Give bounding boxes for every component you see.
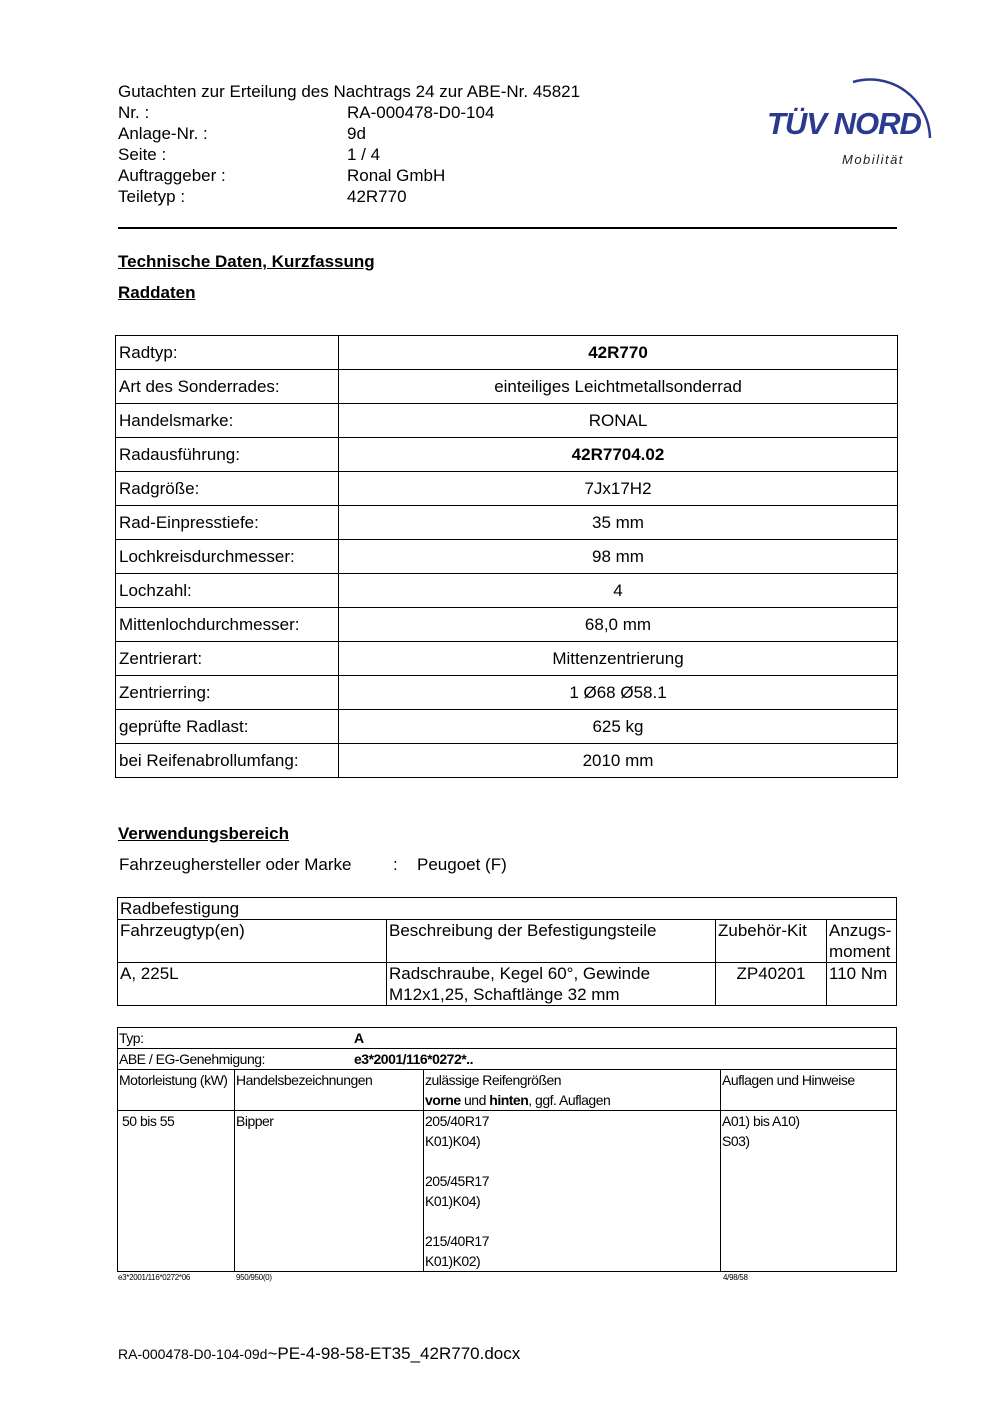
typ-data-row [118, 1111, 897, 1272]
reifen-codes: K01)K04) [425, 1193, 481, 1209]
raddaten-label: Lochkreisdurchmesser: [116, 540, 339, 574]
footer-prefix: RA-000478-D0-104-09d [118, 1346, 268, 1362]
raddaten-value: einteiliges Leichtmetallsonderrad [339, 370, 898, 404]
logo-text: TÜV NORD [767, 106, 921, 141]
befestigung-header: Beschreibung der Befestigungsteile [387, 920, 716, 963]
befestigung-kit: ZP40201 [716, 963, 827, 1006]
raddaten-row [116, 472, 898, 506]
befestigung-title-row [118, 898, 897, 920]
raddaten-row [116, 370, 898, 404]
verwendung-title: Verwendungsbereich [118, 824, 289, 843]
raddaten-value: Mittenzentrierung [339, 642, 898, 676]
hersteller-value: Peugoet (F) [417, 855, 507, 874]
raddaten-row [116, 438, 898, 472]
tuv-nord-logo [765, 58, 945, 173]
raddaten-row [116, 336, 898, 370]
handel-value: Bipper [235, 1111, 424, 1272]
befestigung-beschreibung: Radschraube, Kegel 60°, Gewinde M12x1,25, Schaftlänge 32 mm [387, 963, 716, 1006]
leistung-value: 50 bis 55 [118, 1111, 235, 1272]
header-label: Auftraggeber : [118, 166, 226, 185]
handel-header: Handelsbezeichnungen [235, 1070, 424, 1111]
raddaten-value: 625 kg [339, 710, 898, 744]
header-row [118, 144, 638, 165]
abe-label: ABE / EG-Genehmigung: [119, 1051, 265, 1067]
raddaten-label: geprüfte Radlast: [116, 710, 339, 744]
header-row [118, 165, 638, 186]
befestigung-moment: 110 Nm [827, 963, 897, 1006]
reifen-list [424, 1111, 721, 1272]
raddaten-value: 7Jx17H2 [339, 472, 898, 506]
raddaten-label: Art des Sonderrades: [116, 370, 339, 404]
reifen-header-line2: vorne und hinten, ggf. Auflagen [425, 1092, 611, 1108]
header-label: Teiletyp : [118, 187, 186, 206]
header-row [118, 186, 638, 207]
raddaten-row [116, 642, 898, 676]
document-header [118, 81, 638, 207]
footer-filename: ~PE-4-98-58-ET35_42R770.docx [267, 1344, 521, 1363]
raddaten-label: Radtyp: [116, 336, 339, 370]
header-value: Ronal GmbH [347, 166, 446, 185]
raddaten-label: Zentrierring: [116, 676, 339, 710]
reifen-header-line1: zulässige Reifengrößen [425, 1072, 562, 1088]
header-rule [118, 227, 897, 229]
raddaten-row [116, 404, 898, 438]
befestigung-title: Radbefestigung [118, 898, 897, 920]
typ-row [118, 1028, 897, 1049]
raddaten-value: 35 mm [339, 506, 898, 540]
hersteller-sep: : [393, 855, 398, 874]
befestigung-row [118, 963, 897, 1006]
reifen-codes: K01)K04) [425, 1133, 481, 1149]
raddaten-row [116, 608, 898, 642]
header-row [118, 102, 638, 123]
header-row [118, 123, 638, 144]
auflagen-header: Auflagen und Hinweise [721, 1070, 897, 1111]
reifen-codes: K01)K02) [425, 1253, 481, 1269]
header-label: Anlage-Nr. : [118, 124, 208, 143]
befestigung-header: Fahrzeugtyp(en) [118, 920, 387, 963]
raddaten-label: Rad-Einpresstiefe: [116, 506, 339, 540]
befestigung-typ: A, 225L [118, 963, 387, 1006]
auflagen-list [721, 1111, 897, 1272]
raddaten-value: 68,0 mm [339, 608, 898, 642]
befestigung-header: Zubehör-Kit [716, 920, 827, 963]
typ-foot-right: 4/98/58 [723, 1273, 748, 1282]
header-value: 1 / 4 [347, 145, 381, 164]
leistung-header: Motorleistung (kW) [118, 1070, 235, 1111]
auflage-item: A01) bis A10) [722, 1113, 800, 1129]
raddaten-label: Lochzahl: [116, 574, 339, 608]
typ-foot-mid: 950/950(0) [236, 1273, 272, 1282]
hersteller-line [119, 855, 507, 875]
abe-row [118, 1049, 897, 1070]
raddaten-row [116, 540, 898, 574]
reifen-size: 205/40R17 [425, 1113, 490, 1129]
raddaten-value: RONAL [339, 404, 898, 438]
raddaten-title: Raddaten [118, 283, 196, 302]
abe-value: e3*2001/116*0272*.. [354, 1051, 473, 1067]
header-label: Seite : [118, 145, 167, 164]
section-title: Technische Daten, Kurzfassung [118, 252, 375, 271]
raddaten-value: 98 mm [339, 540, 898, 574]
reifen-header [424, 1070, 721, 1111]
raddaten-table [115, 335, 898, 778]
typ-label: Typ: [119, 1030, 144, 1046]
raddaten-row [116, 506, 898, 540]
raddaten-value: 1 Ø68 Ø58.1 [339, 676, 898, 710]
logo-subtitle: Mobilität [842, 152, 904, 167]
file-footer [118, 1344, 520, 1364]
reifen-size: 205/45R17 [425, 1173, 490, 1189]
header-title: Gutachten zur Erteilung des Nachtrags 24 zur ABE-Nr. 45821 [118, 82, 581, 101]
raddaten-row [116, 574, 898, 608]
hersteller-label: Fahrzeughersteller oder Marke [119, 855, 352, 874]
befestigung-header: Anzugs-moment [827, 920, 897, 963]
raddaten-row [116, 676, 898, 710]
typ-foot-left: e3*2001/116*0272*06 [118, 1273, 191, 1282]
raddaten-value: 2010 mm [339, 744, 898, 778]
raddaten-value: 42R770 [339, 336, 898, 370]
raddaten-label: Handelsmarke: [116, 404, 339, 438]
raddaten-row [116, 710, 898, 744]
befestigung-table [117, 897, 897, 1006]
befestigung-header-row [118, 920, 897, 963]
header-value: 9d [347, 124, 366, 143]
reifen-size: 215/40R17 [425, 1233, 490, 1249]
raddaten-label: Zentrierart: [116, 642, 339, 676]
header-value: RA-000478-D0-104 [347, 103, 495, 122]
typ-value: A [354, 1030, 364, 1046]
typ-table [117, 1027, 897, 1272]
raddaten-label: bei Reifenabrollumfang: [116, 744, 339, 778]
raddaten-label: Radgröße: [116, 472, 339, 506]
auflage-item: S03) [722, 1133, 750, 1149]
raddaten-label: Radausführung: [116, 438, 339, 472]
raddaten-value: 42R7704.02 [339, 438, 898, 472]
raddaten-value: 4 [339, 574, 898, 608]
raddaten-row [116, 744, 898, 778]
header-value: 42R770 [347, 187, 407, 206]
typ-header-row [118, 1070, 897, 1111]
header-label: Nr. : [118, 103, 150, 122]
raddaten-label: Mittenlochdurchmesser: [116, 608, 339, 642]
